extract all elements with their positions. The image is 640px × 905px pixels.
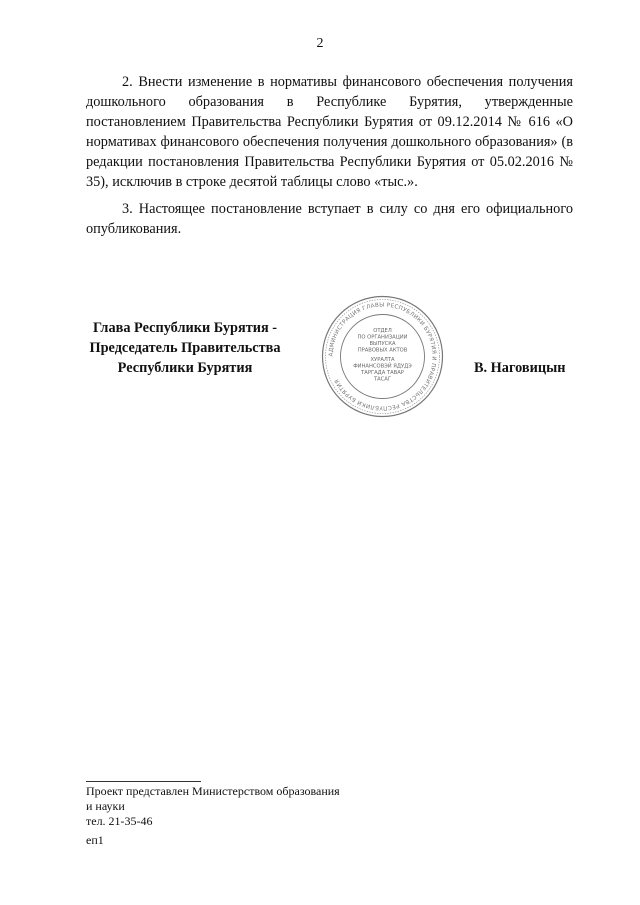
seal-inner-line: ФИНАНСОВЭЙ ЯДУДЭ (353, 363, 412, 370)
paragraph-item-3: 3. Настоящее постановление вступает в силу со дня его официального опубликования. (86, 201, 573, 237)
footer-note-line: и науки (86, 799, 125, 813)
signatory-title (70, 318, 300, 378)
footer-divider (86, 781, 201, 782)
seal-ring-text: АДМИНИСТРАЦИЯ ГЛАВЫ РЕСПУБЛИКИ БУРЯТИЯ И ПРАВИТЕЛЬСТВА РЕСПУБЛИКИ БУРЯТИЯ (328, 302, 437, 411)
footer-note-line: тел. 21-35-46 (86, 814, 153, 828)
official-seal-stamp (320, 294, 445, 419)
signer-name: В. Наговицын (474, 360, 566, 376)
signatory-title-line: Председатель Правительства (89, 340, 281, 356)
page-number: 2 (316, 36, 324, 51)
footer-note (86, 784, 340, 829)
seal-inner-line: ХУРАЛТА (370, 357, 395, 363)
footer-note-line: Проект представлен Министерством образования (86, 784, 340, 798)
signatory-title-line: Республики Бурятия (117, 360, 253, 376)
seal-inner-line: ПРАВОВЫХ АКТОВ (357, 347, 408, 354)
seal-inner-line: ТАСАГ (373, 376, 392, 383)
document-code: еп1 (86, 833, 104, 847)
paragraph-item-2: 2. Внести изменение в нормативы финансового обеспечения получения дошкольного образования в Республике Бурятия, утвержденные постановлением Правительства Республики Бурятия от 09.12.2014 № 616 «О нормативах финансового обеспечения получения дошкольного образования» (в редакции постановления Правительства Республики Бурятия от 05.02.2016 № 35), исключив в строке десятой таблицы слово «тыс.». (86, 74, 573, 190)
seal-inner-line: ПО ОРГАНИЗАЦИИ (357, 334, 408, 341)
seal-inner-line: ОТДЕЛ (373, 328, 392, 334)
seal-inner-line: ВЫПУСКА (369, 341, 396, 347)
signatory-title-line: Глава Республики Бурятия - (92, 320, 278, 336)
seal-inner-line: ТАРГАДА ТАВАР (361, 370, 404, 376)
